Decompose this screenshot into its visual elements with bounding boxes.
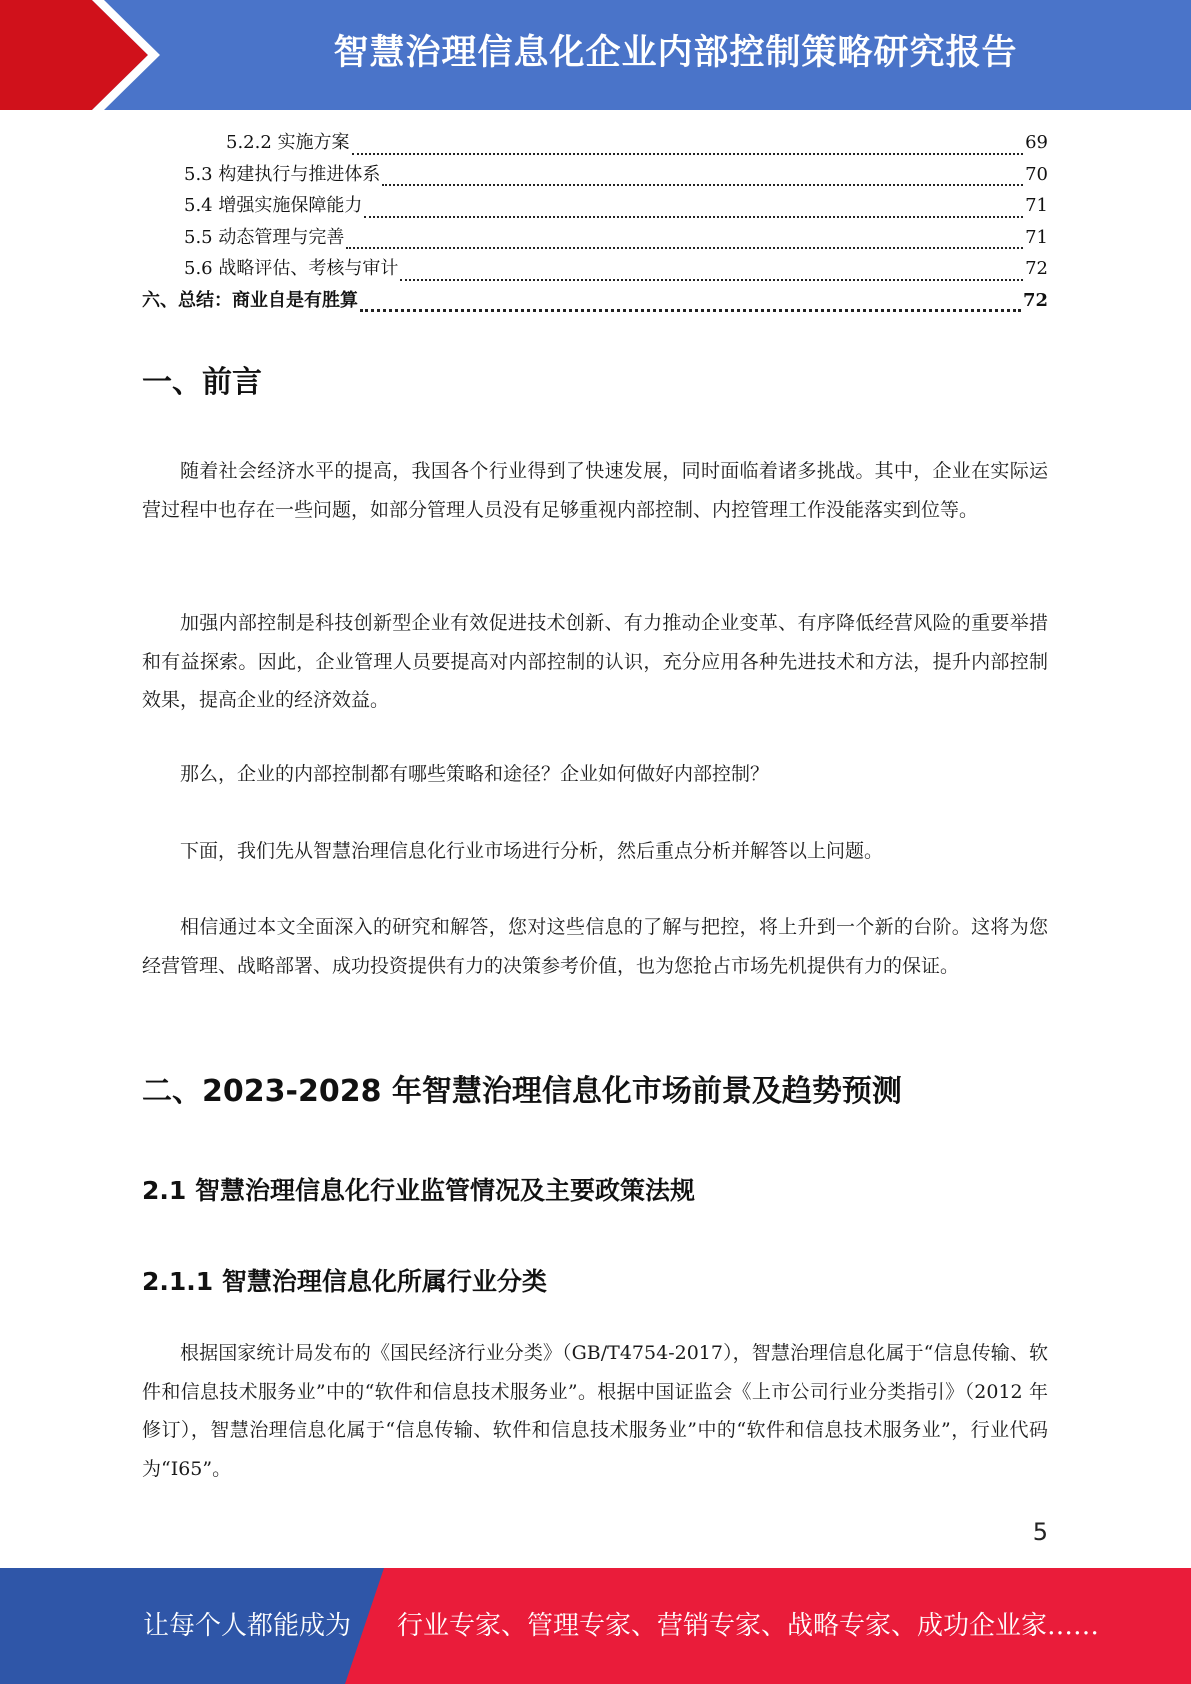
footer-slogan-right: 行业专家、管理专家、营销专家、战略专家、成功企业家…… bbox=[397, 1611, 1100, 1641]
report-title: 智慧治理信息化企业内部控制策略研究报告 bbox=[333, 33, 1018, 73]
toc-entry-page: 70 bbox=[1025, 163, 1048, 185]
toc-entry[interactable] bbox=[142, 254, 1048, 286]
body-paragraph: 那么，企业的内部控制都有哪些策略和途径？企业如何做好内部控制？ bbox=[180, 763, 770, 785]
toc-entry-page: 71 bbox=[1025, 226, 1048, 248]
red-chevron-icon bbox=[0, 0, 170, 110]
toc-entry[interactable] bbox=[142, 160, 1048, 192]
toc-entry[interactable] bbox=[142, 191, 1048, 223]
toc-entry-label: 六、总结：商业自是有胜算 bbox=[142, 289, 358, 311]
body-paragraph: 随着社会经济水平的提高，我国各个行业得到了快速发展，同时面临着诸多挑战。其中，企业在实际运营过程中也存在一些问题，如部分管理人员没有足够重视内部控制、内控管理工作没能落实到位等。 bbox=[142, 460, 1048, 521]
toc-entry-page: 72 bbox=[1025, 258, 1048, 279]
toc-entry[interactable] bbox=[142, 286, 1048, 318]
subsection-heading: 2.1.1 智慧治理信息化所属行业分类 bbox=[142, 1267, 547, 1296]
body-paragraph: 相信通过本文全面深入的研究和解答，您对这些信息的了解与把控，将上升到一个新的台阶。这将为您经营管理、战略部署、成功投资提供有力的决策参考价值，也为您抢占市场先机提供有力的保证。 bbox=[142, 916, 1048, 977]
toc-entry-label: 5.2.2 实施方案 bbox=[226, 132, 350, 153]
page-number: 5 bbox=[1032, 1518, 1048, 1546]
table-of-contents bbox=[142, 128, 1048, 317]
toc-entry[interactable] bbox=[142, 223, 1048, 255]
toc-entry-label: 5.4 增强实施保障能力 bbox=[184, 195, 363, 216]
toc-leader-dots bbox=[360, 309, 1021, 312]
toc-entry-page: 71 bbox=[1025, 195, 1048, 216]
section-heading-preface: 一、前言 bbox=[142, 365, 262, 400]
page-header bbox=[0, 0, 1191, 110]
footer-slogan-left: 让每个人都能成为 bbox=[143, 1611, 352, 1641]
section-heading-market-outlook: 二、2023-2028 年智慧治理信息化市场前景及趋势预测 bbox=[142, 1074, 902, 1109]
body-paragraph: 下面，我们先从智慧治理信息化行业市场进行分析，然后重点分析并解答以上问题。 bbox=[180, 840, 884, 862]
subsection-heading: 2.1 智慧治理信息化行业监管情况及主要政策法规 bbox=[142, 1176, 695, 1205]
toc-entry-label: 5.5 动态管理与完善 bbox=[184, 226, 345, 248]
toc-leader-dots bbox=[382, 184, 1023, 186]
page-footer bbox=[0, 1568, 1191, 1684]
toc-entry-page: 72 bbox=[1022, 289, 1048, 311]
toc-leader-dots bbox=[400, 279, 1023, 281]
toc-leader-dots bbox=[346, 247, 1023, 249]
toc-leader-dots bbox=[364, 216, 1023, 218]
body-paragraph: 根据国家统计局发布的《国民经济行业分类》（GB/T4754-2017），智慧治理信息化属于“信息传输、软件和信息技术服务业”中的“软件和信息技术服务业”。根据中国证监会《上市公司行业分类指引》（2012 年修订），智慧治理信息化属于“信息传输、软件和信息技术服务业”中的“软件和信息技术服务业”，行业代码为“I65”。 bbox=[142, 1342, 1048, 1480]
toc-leader-dots bbox=[352, 153, 1024, 155]
toc-entry-page: 69 bbox=[1025, 132, 1048, 153]
toc-entry[interactable] bbox=[142, 128, 1048, 160]
body-paragraph: 加强内部控制是科技创新型企业有效促进技术创新、有力推动企业变革、有序降低经营风险的重要举措和有益探索。因此，企业管理人员要提高对内部控制的认识，充分应用各种先进技术和方法，提升内部控制效果，提高企业的经济效益。 bbox=[142, 612, 1048, 711]
toc-entry-label: 5.6 战略评估、考核与审计 bbox=[184, 258, 399, 279]
toc-entry-label: 5.3 构建执行与推进体系 bbox=[184, 163, 381, 185]
